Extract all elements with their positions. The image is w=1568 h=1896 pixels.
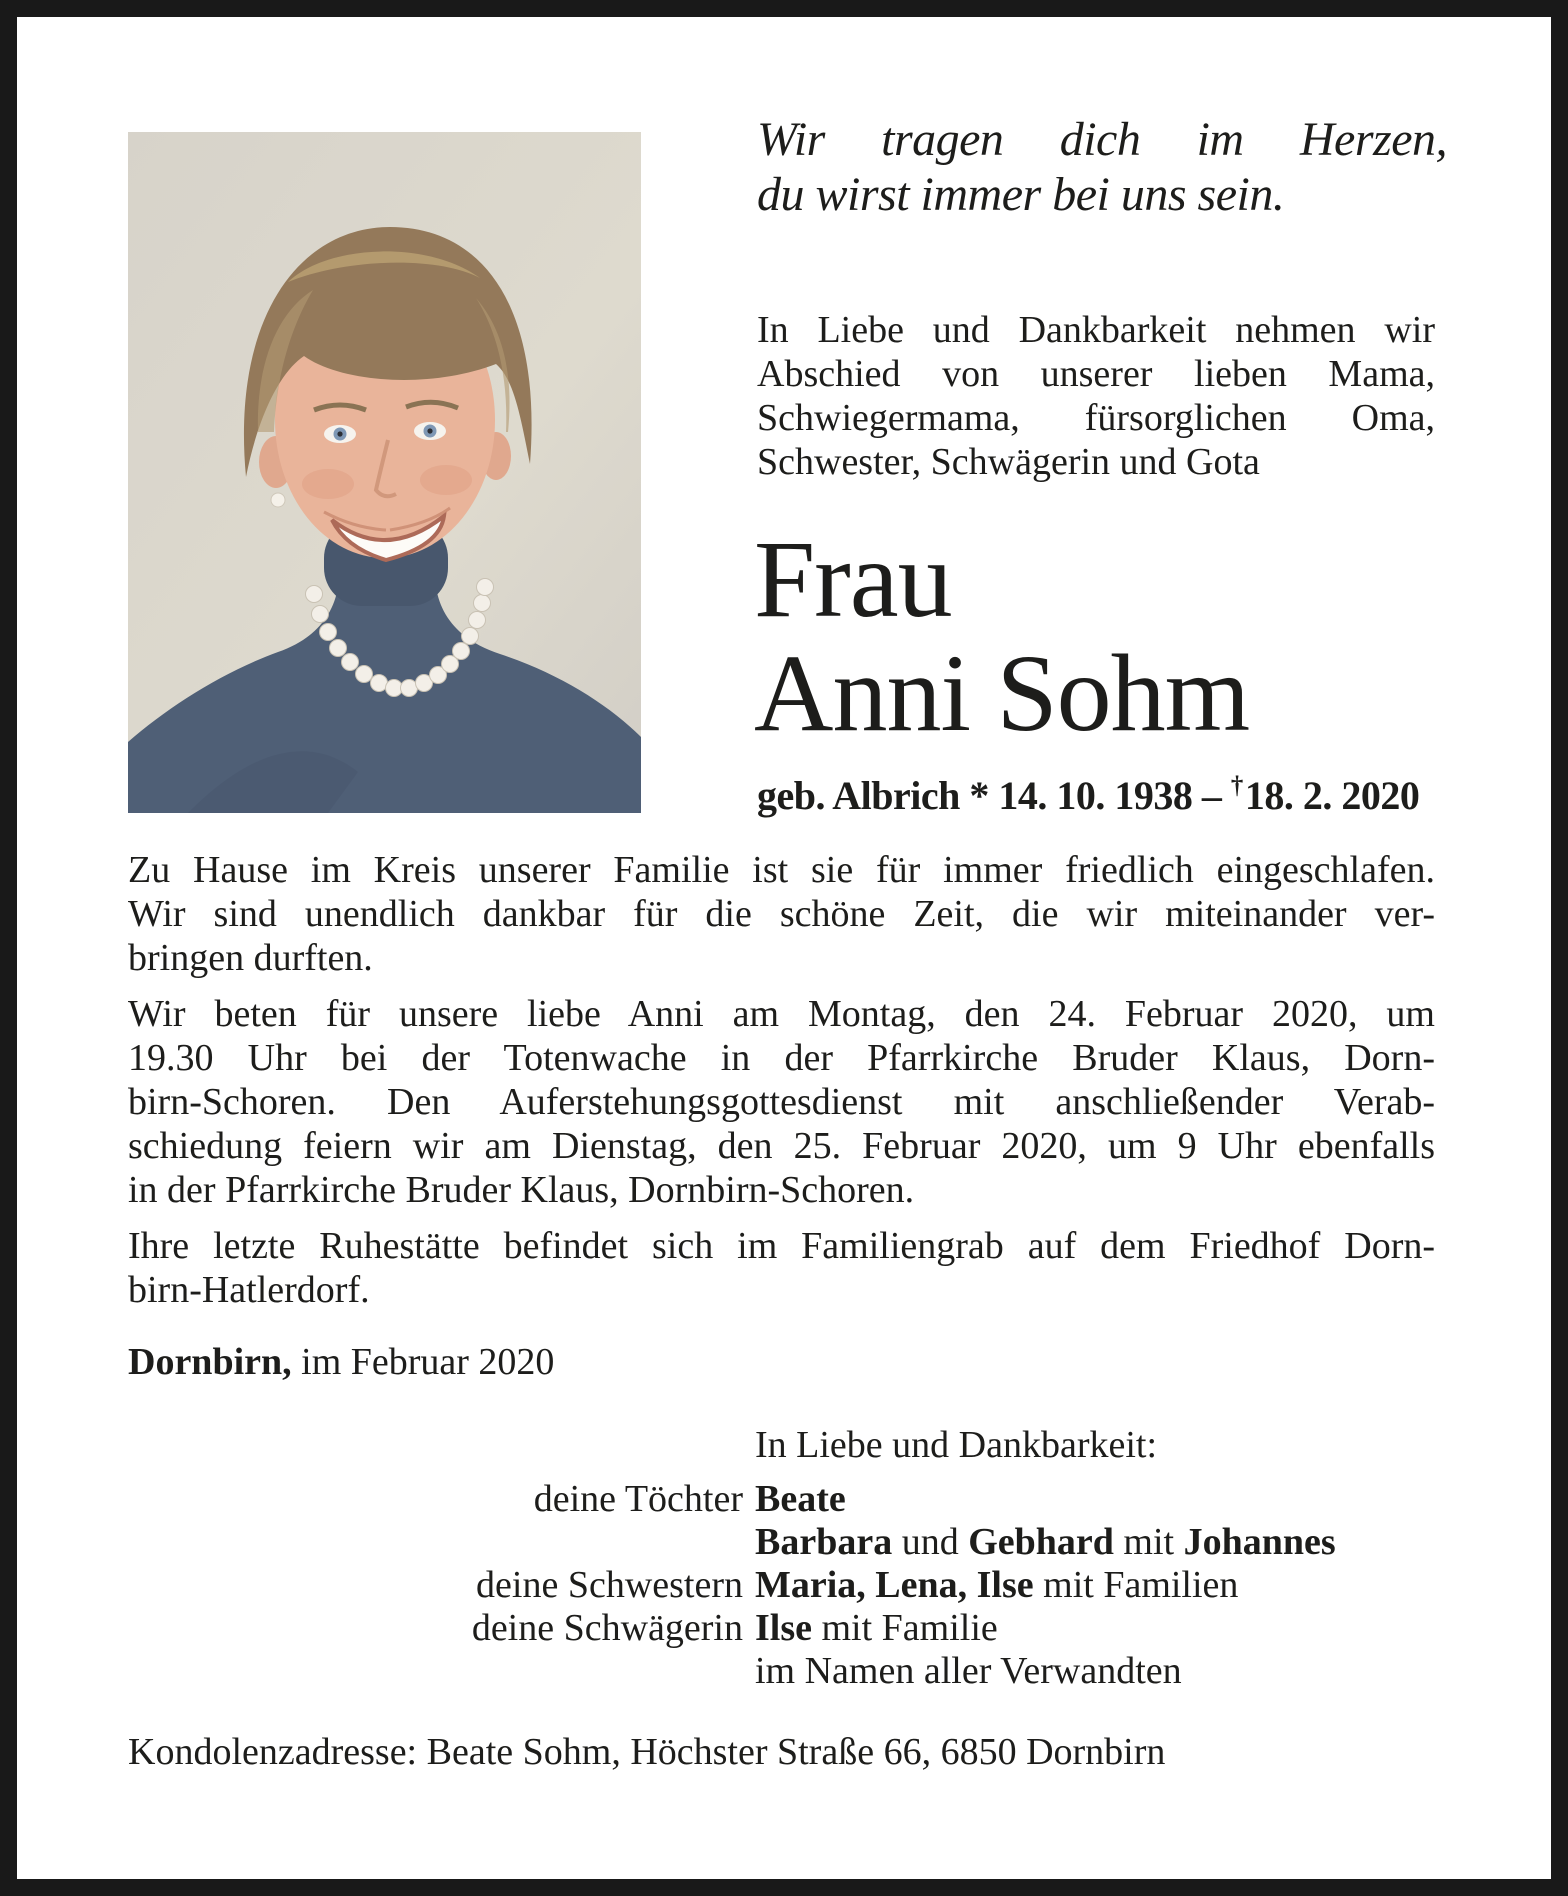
name-gebhard: Gebhard [968,1521,1114,1563]
suffix-mit-familien: mit Familien [1033,1564,1239,1606]
cheek-right [420,465,472,495]
suffix-mit-familie: mit Familie [812,1607,998,1649]
dateline [128,1340,1435,1384]
family-row-sisters [755,1564,1435,1607]
pupil-right [427,428,432,433]
dateline-date: im Februar 2020 [291,1341,555,1383]
maiden-and-birth: geb. Albrich * 14. 10. 1938 – [757,773,1231,818]
condolence-address: Kondolenzadresse: Beate Sohm, Höchster Straße 66, 6850 Dornbirn [128,1731,1166,1773]
paragraph-passing: Zu Hause im Kreis unserer Familie ist sie für immer friedlich eingeschlafen. Wir sind unendlich dankbar für die schöne Zeit, die wir miteinander ver- bringen durften. [128,849,1435,979]
pearl-earring [271,493,285,507]
death-date: 18. 2. 2020 [1244,773,1420,818]
pupil-left [337,431,342,436]
paragraph-resting-place: Ihre letzte Ruhestätte befindet sich im Familiengrab auf dem Friedhof Dorn- birn-Hatlerdorf. [128,1225,1435,1311]
name-full: Anni Sohm [754,632,1250,754]
family-row-relatives [755,1650,1435,1693]
family-closing [128,1424,1435,1693]
family-label-empty-1 [128,1521,743,1564]
family-label-sister-in-law: deine Schwägerin [471,1607,743,1649]
text-all-relatives: im Namen aller Verwandten [755,1650,1182,1692]
connector-und: und [892,1521,969,1563]
name-title: Frau [754,518,952,640]
deceased-name [754,518,1250,754]
family-row-daughters [755,1478,1435,1521]
name-barbara: Barbara [755,1521,893,1563]
family-label-sisters: deine Schwestern [476,1564,743,1606]
dagger-symbol: † [1230,771,1243,799]
paragraph-services: Wir beten für unsere liebe Anni am Montag, den 24. Februar 2020, um 19.30 Uhr bei der Totenwache in der Pfarrkirche Bruder Klaus, Dorn- birn-Schoren. Den Auferstehungsgottesdienst mit anschließender Verab- schiedung feiern wir am Dienstag, den 25. Februar 2020, um 9 Uhr ebenfalls in der Pfarrkirche Bruder Klaus, Dornbirn-Schoren. [128,993,1435,1211]
name-ilse: Ilse [755,1607,812,1649]
motto-verse: Wir tragen dich im Herzen, du wirst immer bei uns sein. [757,113,1447,221]
portrait-photo [128,132,641,813]
family-heading: In Liebe und Dankbarkeit: [755,1424,1158,1466]
body-text [128,848,1435,1384]
family-label-empty-2 [128,1650,743,1693]
portrait-illustration [128,132,641,813]
name-beate: Beate [755,1478,846,1520]
family-row-sister-in-law [755,1607,1435,1650]
connector-mit: mit [1113,1521,1184,1563]
family-label-daughters: deine Töchter [533,1478,743,1520]
family-row-barbara-gebhard [755,1521,1435,1564]
birth-death-line [757,772,1419,819]
intro-paragraph: In Liebe und Dankbarkeit nehmen wir Abschied von unserer lieben Mama, Schwiegermama, fürsorglichen Oma, Schwester, Schwägerin und Gota [757,309,1435,483]
family-grid [128,1478,1435,1693]
dateline-place: Dornbirn, [128,1341,292,1383]
name-johannes: Johannes [1183,1521,1336,1563]
cheek-left [302,469,354,499]
names-sisters: Maria, Lena, Ilse [755,1564,1034,1606]
